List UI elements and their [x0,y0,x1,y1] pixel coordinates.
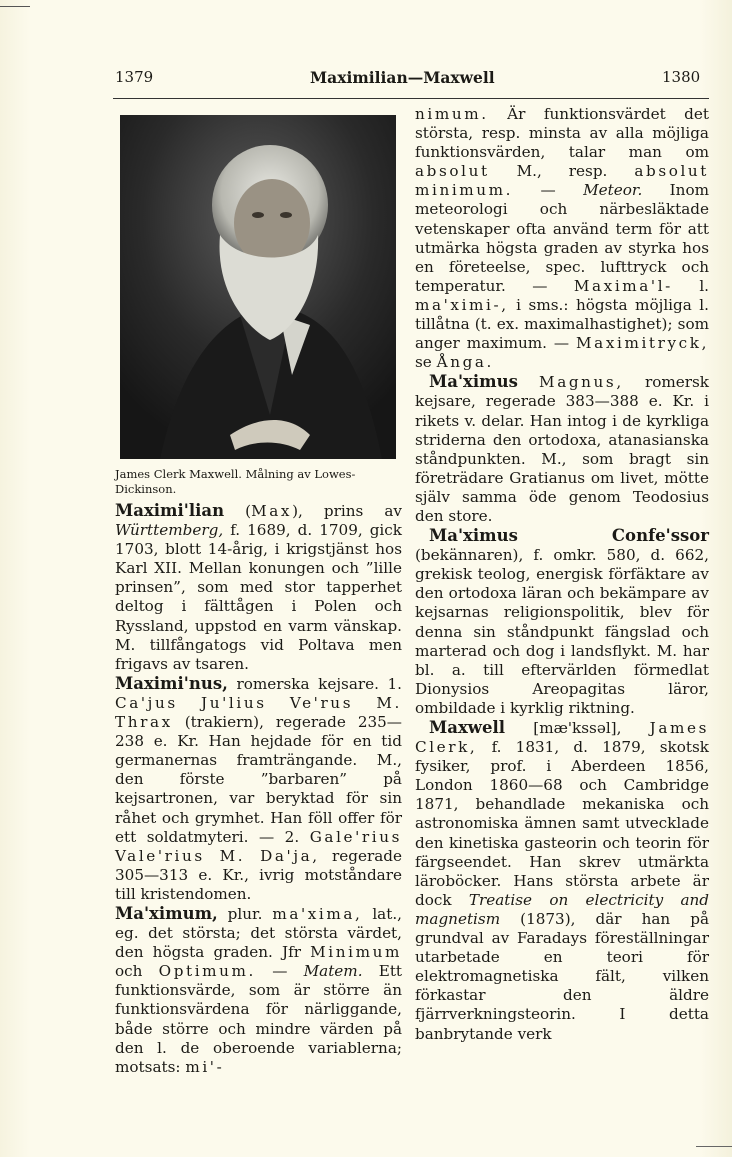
entry-maximum: Ma'ximum, plur. ma'xima, lat., eg. det största; det största värdet, den högsta graden. Jfr Minimum och Optimum. — Matem. Ett funktionsvärde, som är större än funktionsvärdena för närliggande, både större och mindre värden på den l. de oberoende variablerna; motsats: mi'- [115,903,403,1076]
headword: Ma'ximus [429,372,518,392]
entry-maximilian: Maximi'lian (Max), prins av Württemberg, f. 1689, d. 1709, gick 1703, blott 14-årig, i krigstjänst hos Karl XII. Mellan konungen och ”lille prinsen”, som med stor tapperhet deltog i fälttågen i Polen och Ryssland, uppstod en varm vänskap. M. tillfångatogs vid Poltava men frigavs av tsaren. [115,501,403,673]
portrait-photo [120,115,396,459]
entry-maximinus: Maximi'nus, romerska kejsare. 1. Ca'jus Ju'lius Ve'rus M. Thrax (trakiern), regerade 235—238 e. Kr. Han hejdade för en tid germanernas framträngande. M., den förste ”barbaren” på kejsartronen, var beryktad för sin råhet och grymhet. Han föll offer för ett soldatmyteri. — 2. Gale'rius Vale'rius M. Da'ja, regerade 305—313 e. Kr., ivrig motståndare till kristendomen. [115,673,403,903]
page-title: Maximilian—Maxwell [310,68,495,87]
portrait-figure [120,115,396,459]
page-number-right: 1380 [662,68,701,86]
header-rule [113,98,709,99]
portrait-caption: James Clerk Maxwell. Målning av Lowes-Dickinson. [115,467,356,496]
entry-maximus: Ma'ximus Magnus, romersk kejsare, regerade 383—388 e. Kr. i rikets v. delar. Han intog i de kyrkliga striderna den ortodoxa, atanasianska ståndpunkten. M., som bragt sin företrädare Gratianus om livet, mötte själv samma öde genom Teodosius den store. [415,372,710,525]
headword: Maxwell [429,718,506,737]
headword: Ma'ximum, [115,903,218,923]
entry-maximum-continued: nimum. Är funktionsvärdet det största, resp. minsta av alla möjliga funktionsvärden, talar man om absolut M., resp. absolut minimum. — Meteor. Inom meteorologi och närbesläktade vetenskaper ofta använd term för att utmärka högsta graden av styrka hos en företeelse, spec. lufttryck och temperatur. — Maxima'l- l. ma'ximi-, i sms.: högsta möjliga l. tillåtna (t. ex. maximalhastighet); som anger maximum. — Maximitryck, se Ånga. [415,105,710,372]
entry-maximus-confessor: Ma'ximus Confe'ssor (bekännaren), f. omkr. 580, d. 662, grekisk teolog, energisk förfäktare av den ortodoxa läran och bekämpare av kejsarnas religionspolitik, blev för denna sin ståndpunkt fängslad och marterad och dog i landsflykt. M. har bl. a. till eftervärlden förmedlat Dionysios Areopagitas läror, ombildade i kyrklig riktning. [415,526,709,717]
right-column [415,105,709,1044]
entry-maxwell: Maxwell [mæ'kssəl], James Clerk, f. 1831, d. 1879, skotsk fysiker, prof. i Aberdeen 1856, London 1860—68 och Cambridge 1871, behandlade mekaniska och astronomiska ämnen samt utvecklade den kinetiska gasteorin och teorin för färgseendet. Han skrev utmärkta läroböcker. Hans största arbete är dock Treatise on electricity and magnetism (1873), där han på grundval av Faradays föreställningar utarbetade en teori för elektromagnetiska fält, vilken förkastar den äldre fjärrverkningsteorin. I detta banbrytande verk [415,718,710,1043]
page-number-left: 1379 [115,68,154,86]
headword: Maximi'lian [115,501,225,520]
scan-edge-mark [0,6,30,7]
left-column [115,105,402,1077]
scan-edge-mark [696,1146,732,1147]
headword: Maximi'nus, [115,673,228,693]
headword: Ma'ximus Confe'ssor [429,526,709,546]
